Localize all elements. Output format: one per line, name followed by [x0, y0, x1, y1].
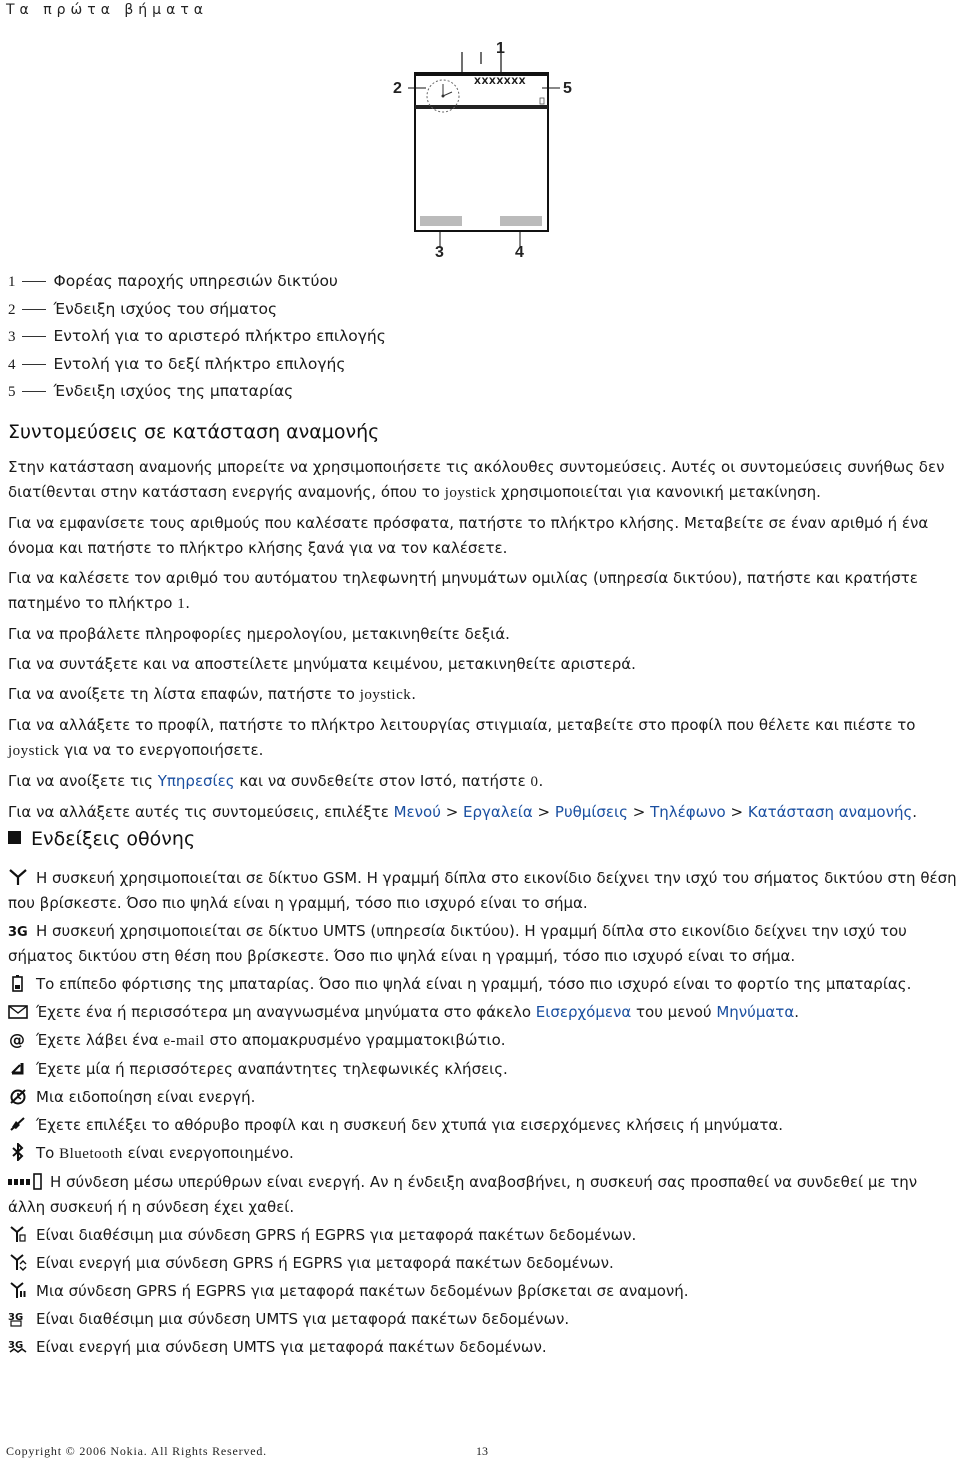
3g-icon — [8, 921, 28, 939]
indicator-item: 3G Είναι ενεργή μια σύνδεση UMTS για μεταφορά πακέτων δεδομένων. — [8, 1338, 547, 1356]
legend-item: 4 Εντολή για το δεξί πλήκτρο επιλογής — [8, 354, 346, 373]
paragraph: Για να καλέσετε τον αριθμό του αυτόματου τηλεφωνητή μηνυμάτων ομιλίας (υπηρεσία δικτύου), πατήστε και κρατήστε πατημένο το πλήκτρο 1. — [8, 569, 918, 612]
missed-call-icon — [8, 1059, 28, 1077]
page-number: 13 — [476, 1444, 488, 1458]
paragraph: Για να ανοίξετε τη λίστα επαφών, πατήστε το joystick. — [8, 685, 417, 703]
paragraph: Για να εμφανίσετε τους αριθμούς που καλέσατε πρόσφατα, πατήστε το πλήκτρο κλήσης. Μεταβείτε σε έναν αριθμό ή ένα όνομα και πατήστε το πλήκτρο κλήσης ξανά για να τον καλέσετε. — [8, 514, 929, 557]
callout-3: 3 — [435, 244, 444, 261]
menu-path-standby[interactable]: Κατάσταση αναμονής — [747, 803, 913, 821]
paragraph: Για να προβάλετε πληροφορίες ημερολογίου, μετακινηθείτε δεξιά. — [8, 625, 510, 643]
indicator-item: Το Bluetooth είναι ενεργοποιημένο. — [8, 1141, 958, 1167]
menu-path-tools[interactable]: Εργαλεία — [463, 803, 533, 821]
display-diagram — [390, 40, 580, 265]
menu-path-menu[interactable]: Μενού — [393, 803, 441, 821]
svg-text:3G: 3G — [8, 1312, 24, 1323]
indicator-item: Η σύνδεση μέσω υπερύθρων είναι ενεργή. Αν η ένδειξη αναβοσβήνει, η συσκευή σας προσπαθεί να συνδεθεί με την άλλη συσκευή ή η σύνδεση έχει χαθεί. — [8, 1173, 918, 1216]
indicator-item: Έχετε ένα ή περισσότερα μη αναγνωσμένα μηνύματα στο φάκελο Εισερχόμενα του μενού Μηνύματα. — [8, 1000, 958, 1025]
indicator-item: @ Έχετε λάβει ένα e-mail στο απομακρυσμένο γραμματοκιβώτιο. — [9, 1030, 506, 1049]
diagram-legend — [8, 268, 386, 406]
running-header: Τα πρώτα βήματα — [6, 2, 208, 18]
messages-link[interactable]: Μηνύματα — [716, 1003, 795, 1021]
indicator-item: Η συσκευή χρησιμοποιείται σε δίκτυο GSM. Η γραμμή δίπλα στο εικονίδιο δείχνει την ισχύ του σήματος δικτύου στη θέση που βρίσκεστε. Όσο πιο ψηλά είναι η γραμμή, τόσο πιο ισχυρό είναι το σήμα. — [8, 869, 957, 912]
indicator-item: Είναι διαθέσιμη μια σύνδεση GPRS ή EGPRS για μεταφορά πακέτων δεδομένων. — [8, 1223, 958, 1248]
paragraph: Για να συντάξετε και να αποστείλετε μηνύματα κειμένου, μετακινηθείτε αριστερά. — [8, 655, 636, 673]
paragraph: Για να αλλάξετε αυτές τις συντομεύσεις, επιλέξτε Μενού > Εργαλεία > Ρυθμίσεις > Τηλέφωνο > Κατάσταση αναμονής. — [8, 803, 918, 821]
alarm-clock-icon — [8, 1087, 28, 1105]
callout-2: 2 — [393, 80, 402, 97]
svg-text:3G: 3G — [8, 1340, 24, 1351]
callout-5: 5 — [563, 80, 572, 97]
shortcuts-body — [8, 455, 958, 830]
shortcuts-heading: Συντομεύσεις σε κατάσταση αναμονής — [8, 421, 380, 443]
silent-profile-icon — [8, 1115, 28, 1133]
umts-active-icon — [8, 1337, 28, 1355]
indicator-item: Έχετε επιλέξει το αθόρυβο προφίλ και η συσκευή δεν χτυπά για εισερχόμενες κλήσεις ή μηνύματα. — [8, 1113, 958, 1138]
callout-4: 4 — [515, 244, 524, 261]
indicator-item: 3G Η συσκευή χρησιμοποιείται σε δίκτυο UMTS (υπηρεσία δικτύου). Η γραμμή δίπλα στο εικονίδιο δείχνει την ισχύ του σήματος δικτύου στη θέση που βρίσκεστε. Όσο πιο ψηλά είναι η γραμμή, τόσο πιο ισχυρό είναι το σήμα. — [8, 922, 907, 965]
umts-available-icon — [8, 1309, 28, 1327]
infrared-icon — [8, 1172, 42, 1190]
services-link[interactable]: Υπηρεσίες — [157, 772, 235, 790]
indicator-item: Το επίπεδο φόρτισης της μπαταρίας. Όσο πιο ψηλά είναι η γραμμή, τόσο πιο ισχυρό είναι το φορτίο της μπαταρίας. — [8, 972, 958, 997]
indicator-list — [8, 866, 958, 1363]
gsm-signal-icon — [8, 868, 28, 886]
indicator-item: Μια ειδοποίηση είναι ενεργή. — [8, 1085, 958, 1110]
bluetooth-icon — [8, 1143, 28, 1161]
paragraph: Στην κατάσταση αναμονής μπορείτε να χρησιμοποιήσετε τις ακόλουθες συντομεύσεις. Αυτές οι συντομεύσεις συνήθως δεν διατίθενται στην κατάσταση ενεργής αναμονής, όπου το joystick χρησιμοποιείται για κανονική μετακίνηση. — [8, 458, 945, 501]
legend-item: 1 Φορέας παροχής υπηρεσιών δικτύου — [8, 272, 338, 290]
indicator-item: Έχετε μία ή περισσότερες αναπάντητες τηλεφωνικές κλήσεις. — [8, 1057, 958, 1082]
callout-1: 1 — [496, 40, 505, 57]
legend-item: 5 Ένδειξη ισχύος της μπαταρίας — [8, 382, 294, 400]
email-at-icon — [8, 1030, 28, 1048]
paragraph: Για να ανοίξετε τις Υπηρεσίες και να συνδεθείτε στον Ιστό, πατήστε 0. — [8, 772, 544, 790]
legend-item: 3 Εντολή για το αριστερό πλήκτρο επιλογής — [8, 327, 386, 345]
footer-copyright: Copyright © 2006 Nokia. All Rights Reserved. — [6, 1444, 267, 1458]
gprs-available-icon — [8, 1225, 28, 1243]
legend-item: 2 Ένδειξη ισχύος του σήματος — [8, 299, 278, 318]
menu-path-settings[interactable]: Ρυθμίσεις — [554, 803, 628, 821]
indicator-item: Μια σύνδεση GPRS ή EGPRS για μεταφορά πακέτων δεδομένων βρίσκεται σε αναμονή. — [8, 1279, 958, 1304]
envelope-icon — [8, 1002, 28, 1020]
svg-text:3G: 3G — [8, 925, 28, 939]
gprs-hold-icon — [8, 1281, 28, 1299]
indicator-item: Είναι ενεργή μια σύνδεση GPRS ή EGPRS για μεταφορά πακέτων δεδομένων. — [8, 1251, 958, 1276]
operator-text: XXXXXXX — [474, 77, 527, 87]
indicators-heading: Ενδείξεις οθόνης — [8, 828, 195, 850]
svg-text:@: @ — [9, 1030, 25, 1048]
menu-path-phone[interactable]: Τηλέφωνο — [650, 803, 726, 821]
gprs-active-icon — [8, 1253, 28, 1271]
indicator-item: 3G Είναι διαθέσιμη μια σύνδεση UMTS για μεταφορά πακέτων δεδομένων. — [8, 1310, 570, 1328]
inbox-link[interactable]: Εισερχόμενα — [535, 1003, 632, 1021]
paragraph: Για να αλλάξετε το προφίλ, πατήστε το πλήκτρο λειτουργίας στιγμιαία, μεταβείτε στο προφίλ που θέλετε και πιέστε το joystick για να το ενεργοποιήσετε. — [8, 716, 916, 759]
battery-icon — [8, 974, 28, 992]
